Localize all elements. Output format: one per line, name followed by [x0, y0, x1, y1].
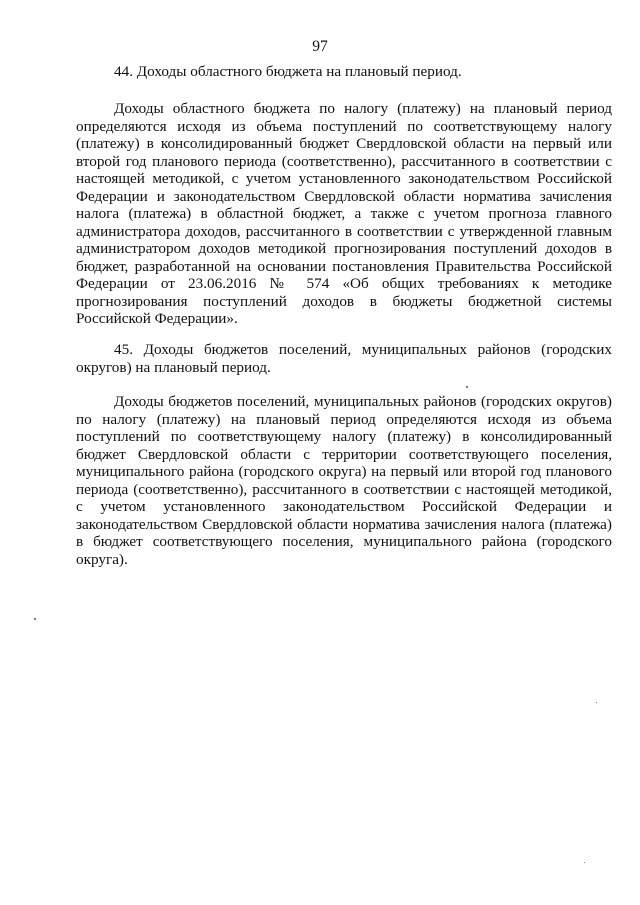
scan-speck: [584, 862, 585, 863]
section-45-heading: 45. Доходы бюджетов поселений, муниципальных районов (городских округов) на плановый период.: [76, 341, 612, 376]
section-44-paragraph: Доходы областного бюджета по налогу (платежу) на плановый период определяются исходя из объема поступлений по соответствующему налогу (платежу) в консолидированный бюджет Свердловской области на первый или второй год планового периода (соответственно), рассчитанного в соответствии с настоящей методикой, с учетом установленного законодательством Российской Федерации и законодательством Свердловской области норматива зачисления налога (платежа) в областной бюджет, а также с учетом прогноза главного администратора доходов, рассчитанного в соответствии с утвержденной главным администратором доходов методикой прогнозирования поступлений доходов в бюджет, разработанной на основании постановления Правительства Российской Федерации от 23.06.2016 № 574 «Об общих требованиях к методике прогнозирования поступлений доходов в бюджеты бюджетной системы Российской Федерации».: [76, 100, 612, 327]
scan-speck: [34, 618, 36, 620]
section-44-heading: 44. Доходы областного бюджета на плановый период.: [114, 63, 462, 80]
page-number: 97: [312, 38, 328, 55]
scan-speck: [596, 702, 597, 703]
section-45-paragraph: Доходы бюджетов поселений, муниципальных районов (городских округов) по налогу (платежу) на плановый период определяются исходя из объема поступлений по соответствующему налогу (платежу) в консолидированный бюджет Свердловской области с территории соответствующего поселения, муниципального района (городского округа) на первый или второй год планового периода (соответственно), рассчитанного в соответствии с настоящей методикой, с учетом установленного законодательством Российской Федерации и законодательством Свердловской области норматива зачисления налога (платежа) в бюджет соответствующего поселения, муниципального района (городского округа).: [76, 393, 612, 568]
scan-speck: [466, 386, 468, 388]
